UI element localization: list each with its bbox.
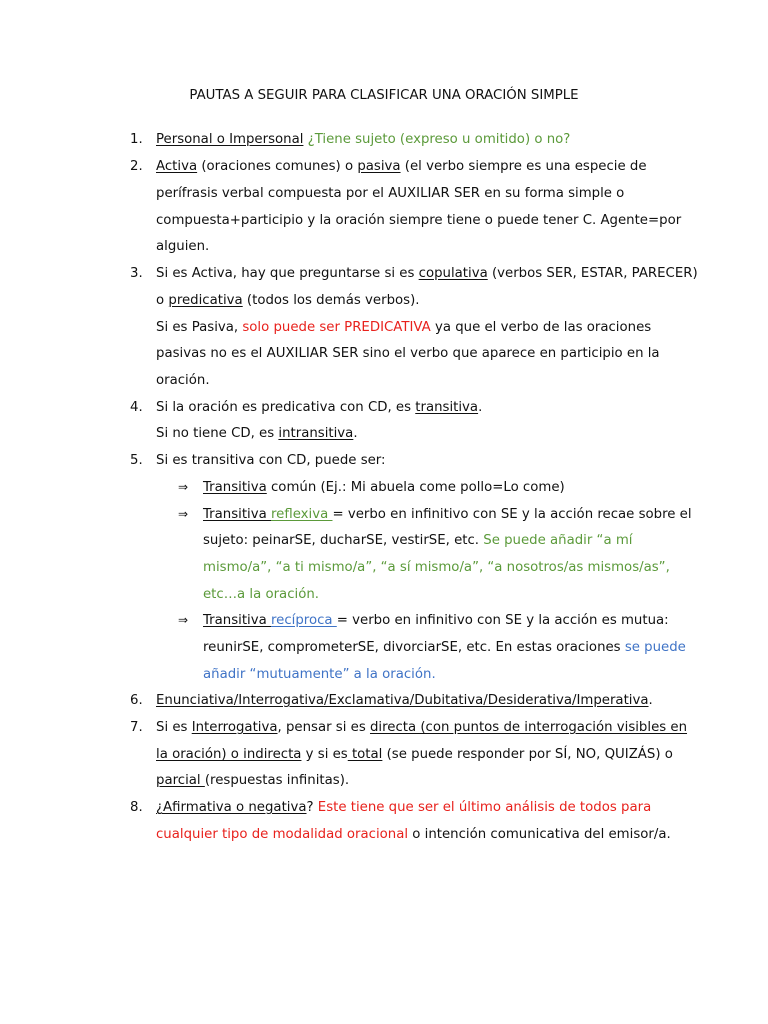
list-item-8-line: cualquier tipo de modalidad oracional o intención comunicativa del emisor/a. [156, 827, 671, 842]
list-item-2-line: compuesta+participio y la oración siempre tiene o puede tener C. Agente=por [156, 213, 682, 228]
arrow-bullet-icon: ⇒ [178, 613, 189, 627]
list-item-4-line: Si no tiene CD, es intransitiva. [156, 426, 358, 441]
item-number: 3. [130, 266, 143, 281]
list-item-3-line: oración. [156, 373, 210, 388]
sub-item-transitiva-reflexiva: Transitiva reflexiva = verbo en infinitivo con SE y la acción recae sobre el [203, 507, 692, 522]
list-item-1: Personal o Impersonal ¿Tiene sujeto (expreso u omitido) o no? [156, 132, 571, 147]
list-item-6: Enunciativa/Interrogativa/Exclamativa/Dubitativa/Desiderativa/Imperativa. [156, 693, 653, 708]
list-item-5: Si es transitiva con CD, puede ser: [156, 453, 386, 468]
item-number: 1. [130, 132, 143, 147]
item-number: 7. [130, 720, 143, 735]
sub-item-transitiva-reciproca: Transitiva recíproca = verbo en infinitivo con SE y la acción es mutua: [203, 613, 669, 628]
item-number: 2. [130, 159, 143, 174]
list-item-3: Si es Activa, hay que preguntarse si es copulativa (verbos SER, ESTAR, PARECER) [156, 266, 698, 281]
list-item-4: Si la oración es predicativa con CD, es transitiva. [156, 400, 483, 415]
sub-item-line: mismo/a”, “a ti mismo/a”, “a sí mismo/a”, “a nosotros/as mismos/as”, [203, 560, 670, 575]
list-item-2-line: alguien. [156, 239, 210, 254]
arrow-bullet-icon: ⇒ [178, 480, 189, 494]
sub-item-line: sujeto: peinarSE, ducharSE, vestirSE, etc. Se puede añadir “a mí [203, 533, 633, 548]
arrow-bullet-icon: ⇒ [178, 507, 189, 521]
list-item-3-line: Si es Pasiva, solo puede ser PREDICATIVA ya que el verbo de las oraciones [156, 320, 652, 335]
list-item-3-line: pasivas no es el AUXILIAR SER sino el verbo que aparece en participio en la [156, 346, 660, 361]
list-item-3-line: o predicativa (todos los demás verbos). [156, 293, 420, 308]
list-item-2-line: perífrasis verbal compuesta por el AUXILIAR SER en su forma simple o [156, 186, 625, 201]
item-number: 5. [130, 453, 143, 468]
list-item-7-line: parcial (respuestas infinitas). [156, 773, 350, 788]
sub-item-line: añadir “mutuamente” a la oración. [203, 667, 436, 682]
item-number: 4. [130, 400, 143, 415]
list-item-2: Activa (oraciones comunes) o pasiva (el verbo siempre es una especie de [156, 159, 647, 174]
list-item-7: Si es Interrogativa, pensar si es directa (con puntos de interrogación visibles en [156, 720, 688, 735]
document-title: PAUTAS A SEGUIR PARA CLASIFICAR UNA ORACIÓN SIMPLE [189, 88, 579, 103]
item-number: 6. [130, 693, 143, 708]
list-item-8: ¿Afirmativa o negativa? Este tiene que ser el último análisis de todos para [156, 800, 652, 815]
sub-item-line: etc…a la oración. [203, 587, 319, 602]
sub-item-line: reunirSE, comprometerSE, divorciarSE, etc. En estas oraciones se puede [203, 640, 686, 655]
item-number: 8. [130, 800, 143, 815]
list-item-7-line: la oración) o indirecta y si es total (se puede responder por SÍ, NO, QUIZÁS) o [156, 747, 673, 762]
sub-item-transitiva-comun: Transitiva común (Ej.: Mi abuela come pollo=Lo come) [203, 480, 565, 495]
